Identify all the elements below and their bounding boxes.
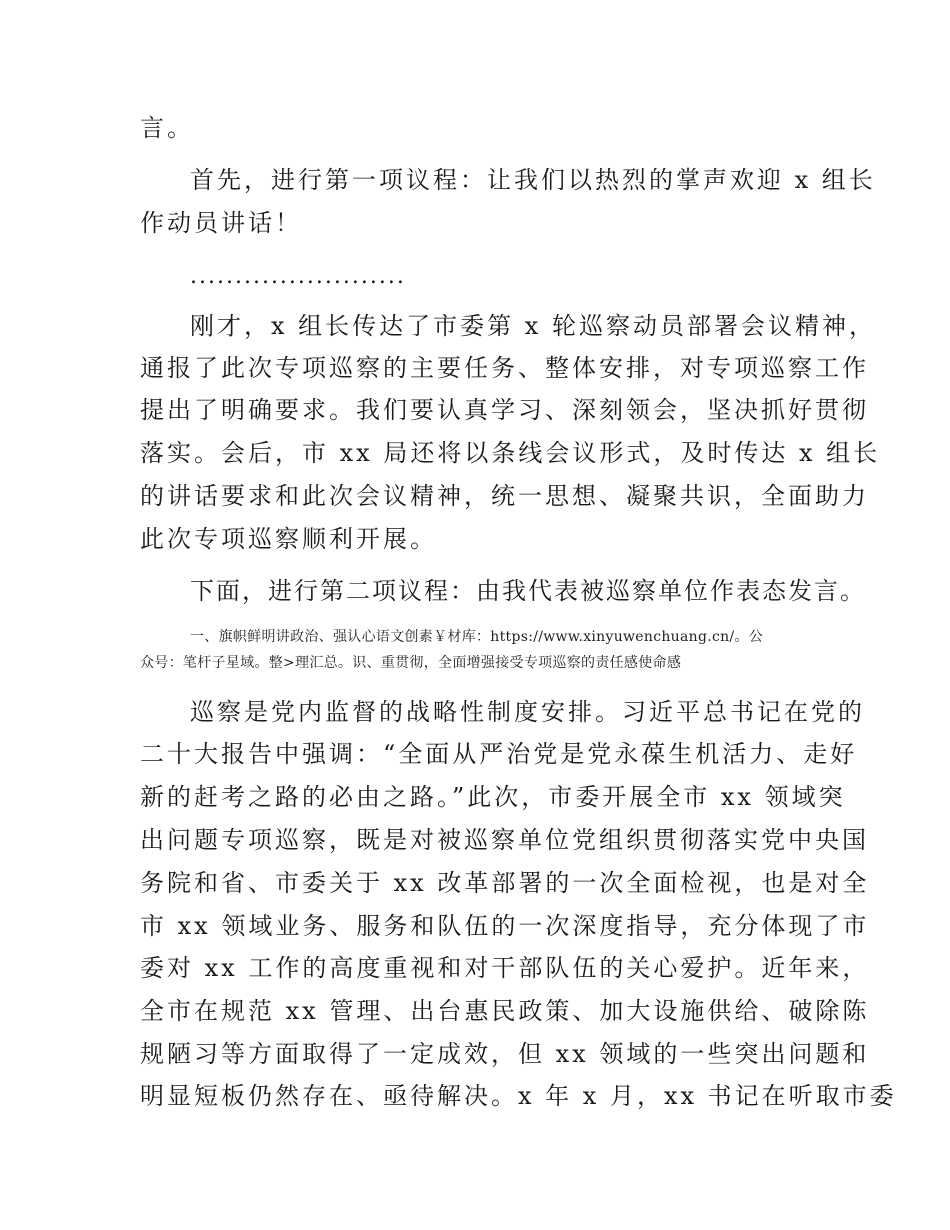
- text-line-16: 新的赶考之路的必由之路。”此次，市委开展全市 xx 领域突: [140, 783, 846, 811]
- text-line-17: 出问题专项巡察，既是对被巡察单位党组织贯彻落实党中央国: [140, 826, 869, 854]
- text-line-20: 委对 xx 工作的高度重视和对干部队伍的关心爱护。近年来，: [140, 954, 870, 982]
- text-line-9: 的讲话要求和此次会议精神，统一思想、凝聚共识，全面助力: [140, 482, 869, 510]
- watermark-line-1: 一、旗帜鲜明讲政治、强认心语文创素￥材库：https://www.xinyuwenchuang.cn/。公: [190, 629, 764, 645]
- text-line-14: 巡察是党内监督的战略性制度安排。习近平总书记在党的: [190, 698, 865, 726]
- text-line-15: 二十大报告中强调：“全面从严治党是党永葆生机活力、走好: [140, 740, 858, 768]
- text-line-8: 落实。会后，市 xx 局还将以条线会议形式，及时传达 x 组长: [140, 439, 881, 467]
- watermark-line-2: 众号：笔杆子星域。整>理汇总。识、重贯彻，全面增强接受专项巡察的责任感使命感: [140, 655, 682, 671]
- text-line-5: 刚才，x 组长传达了市委第 x 轮巡察动员部署会议精神，: [190, 312, 876, 340]
- ellipsis-line: ........................: [190, 264, 406, 289]
- text-line-1: 言。: [140, 114, 194, 142]
- text-line-6: 通报了此次专项巡察的主要任务、整体安排，对专项巡察工作: [140, 354, 869, 382]
- text-line-22: 规陋习等方面取得了一定成效，但 xx 领域的一些突出问题和: [140, 1040, 870, 1068]
- text-line-21: 全市在规范 xx 管理、出台惠民政策、加大设施供给、破除陈: [140, 997, 870, 1025]
- text-line-23: 明显短板仍然存在、亟待解决。x 年 x 月，xx 书记在听取市委: [140, 1082, 897, 1110]
- text-line-3: 作动员讲话！: [140, 209, 302, 237]
- text-line-19: 市 xx 领域业务、服务和队伍的一次深度指导，充分体现了市: [140, 912, 870, 940]
- text-line-11: 下面，进行第二项议程：由我代表被巡察单位作表态发言。: [190, 577, 866, 605]
- text-line-10: 此次专项巡察顺利开展。: [140, 525, 437, 553]
- text-line-18: 务院和省、市委关于 xx 改革部署的一次全面检视，也是对全: [140, 869, 870, 897]
- text-line-7: 提出了明确要求。我们要认真学习、深刻领会，坚决抓好贯彻: [140, 396, 869, 424]
- text-line-2: 首先，进行第一项议程：让我们以热烈的掌声欢迎 x 组长: [190, 166, 876, 194]
